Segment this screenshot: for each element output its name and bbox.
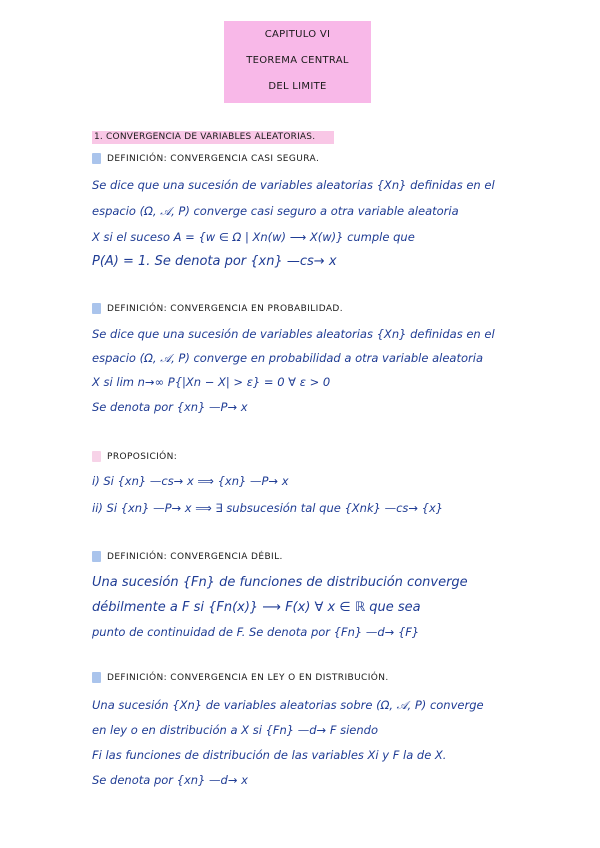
chapter-title-box — [224, 21, 371, 103]
def2-line1: Se dice que una sucesión de variables aleatorias {Xn} definidas en el — [92, 327, 495, 341]
def1-line2: espacio (Ω, 𝒜, P) converge casi seguro a otra variable aleatoria — [92, 204, 459, 218]
def2-heading-text: DEFINICIÓN: CONVERGENCIA EN PROBABILIDAD. — [107, 304, 344, 314]
def4-line1: Una sucesión {Xn} de variables aleatorias sobre (Ω, 𝒜, P) converge — [92, 698, 484, 712]
def3-heading — [92, 551, 283, 562]
bullet-square-icon — [92, 672, 101, 683]
def1-line1: Se dice que una sucesión de variables aleatorias {Xn} definidas en el — [92, 178, 495, 192]
def2-line4: Se denota por {xn} —P→ x — [92, 400, 248, 414]
def2-line2: espacio (Ω, 𝒜, P) converge en probabilidad a otra variable aleatoria — [92, 351, 483, 365]
def1-line4: P(A) = 1. Se denota por {xn} —cs→ x — [92, 254, 337, 269]
def3-line1: Una sucesión {Fn} de funciones de distribución converge — [92, 575, 468, 590]
bullet-square-icon — [92, 451, 101, 462]
def1-line3: X si el suceso A = {w ∈ Ω | Xn(w) ⟶ X(w)} cumple que — [92, 230, 415, 244]
def4-heading-text: DEFINICIÓN: CONVERGENCIA EN LEY O EN DISTRIBUCIÓN. — [107, 673, 389, 683]
prop-heading-text: PROPOSICIÓN: — [107, 452, 178, 462]
def3-heading-text: DEFINICIÓN: CONVERGENCIA DÉBIL. — [107, 552, 283, 562]
chapter-title-line3: DEL LIMITE — [268, 81, 327, 92]
def4-line3: Fi las funciones de distribución de las variables Xi y F la de X. — [92, 748, 447, 762]
section-heading: 1. CONVERGENCIA DE VARIABLES ALEATORIAS. — [92, 131, 334, 144]
prop-line2: ii) Si {xn} —P→ x ⟹ ∃ subsucesión tal que {Xnk} —cs→ {x} — [92, 501, 444, 515]
prop-heading — [92, 451, 177, 462]
prop-line1: i) Si {xn} —cs→ x ⟹ {xn} —P→ x — [92, 474, 289, 488]
def2-heading — [92, 303, 343, 314]
chapter-title-line2: TEOREMA CENTRAL — [246, 55, 349, 66]
def3-line2: débilmente a F si {Fn(x)} ⟶ F(x) ∀ x ∈ ℝ que sea — [92, 600, 421, 615]
def2-line3: X si lim n→∞ P{|Xn − X| > ε} = 0 ∀ ε > 0 — [92, 375, 331, 389]
bullet-square-icon — [92, 153, 101, 164]
bullet-square-icon — [92, 303, 101, 314]
def4-heading — [92, 672, 389, 683]
chapter-title-line1: CAPITULO VI — [264, 29, 331, 40]
def4-line2: en ley o en distribución a X si {Fn} —d→ F siendo — [92, 723, 378, 737]
def4-line4: Se denota por {xn} —d→ x — [92, 773, 248, 787]
bullet-square-icon — [92, 551, 101, 562]
def1-heading — [92, 153, 319, 164]
def3-line3: punto de continuidad de F. Se denota por {Fn} —d→ {F} — [92, 625, 420, 639]
def1-heading-text: DEFINICIÓN: CONVERGENCIA CASI SEGURA. — [107, 154, 320, 164]
